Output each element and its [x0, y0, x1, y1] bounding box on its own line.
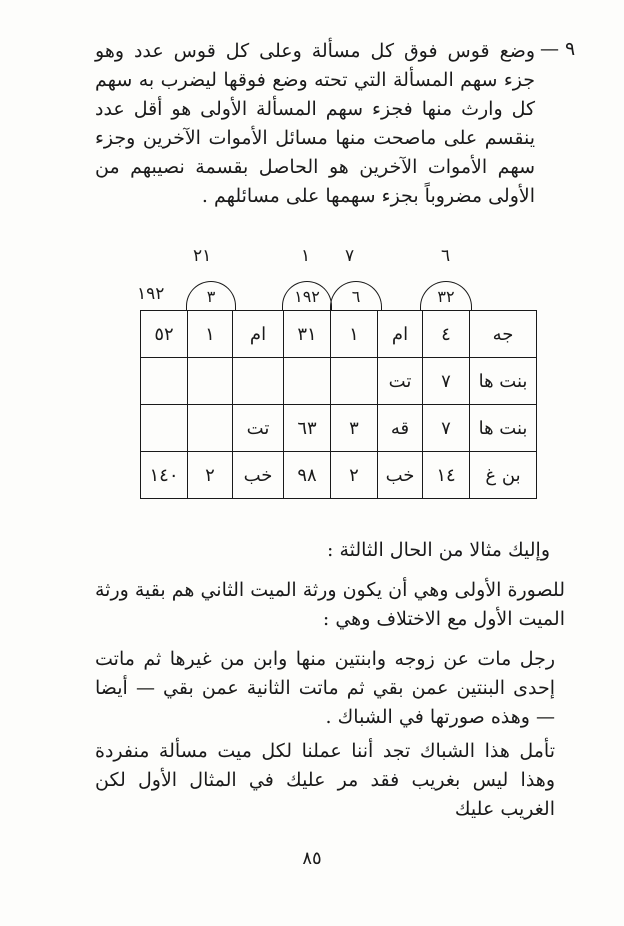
table-cell — [141, 405, 188, 452]
table-cell: بنت ها — [470, 405, 537, 452]
table-row — [141, 405, 537, 452]
table-cell: ٧ — [423, 358, 470, 405]
page-number: ٨٥ — [302, 848, 322, 869]
table-cell — [188, 405, 233, 452]
table-cell: ١ — [331, 311, 378, 358]
table-cell: ٧ — [423, 405, 470, 452]
item-number: ٩ — — [540, 38, 576, 60]
example-intro: وإليك مثالا من الحال الثالثة : — [327, 539, 550, 561]
table-cell: ام — [233, 311, 284, 358]
table-cell: ٥٢ — [141, 311, 188, 358]
table-row — [141, 311, 537, 358]
table-row — [141, 358, 537, 405]
table-cell: ام — [378, 311, 423, 358]
table-cell: بن غ — [470, 452, 537, 499]
table-cell: قه — [378, 405, 423, 452]
table-cell — [284, 358, 331, 405]
example-paragraph-3: تأمل هذا الشباك تجد أننا عملنا لكل ميت مسألة منفردة وهذا ليس بغريب فقد مر عليك في المثال الأول لكن الغريب عليك — [95, 740, 555, 820]
arc-cell: ٣٢ — [420, 281, 472, 310]
table-cell: ١ — [188, 311, 233, 358]
table-cell — [331, 358, 378, 405]
table-cell: بنت ها — [470, 358, 537, 405]
table-cell: ٩٨ — [284, 452, 331, 499]
table-cell: ٣ — [331, 405, 378, 452]
multiplier-label: ١ — [301, 246, 311, 266]
table-cell — [233, 358, 284, 405]
table-cell: خب — [378, 452, 423, 499]
arc-cell: ٣ — [186, 281, 236, 310]
multiplier-label: ٢١ — [193, 246, 212, 266]
table-cell: ٤ — [423, 311, 470, 358]
table-cell: ١٤٠ — [141, 452, 188, 499]
inheritance-grid — [140, 310, 537, 499]
arc-cell: ٦ — [330, 281, 382, 310]
table-cell: ٦٣ — [284, 405, 331, 452]
multiplier-label: ٦ — [441, 246, 451, 266]
table-row — [141, 452, 537, 499]
table-cell: ١٤ — [423, 452, 470, 499]
multiplier-label: ٧ — [345, 246, 355, 266]
example-paragraph-2: رجل مات عن زوجه وابنتين منها وابن من غيرها ثم ماتت إحدى البنتين عمن بقي ثم ماتت الثانية عمن بقي — أيضا — وهذه صورتها في الشباك . — [95, 648, 555, 728]
total-label: ١٩٢ — [137, 284, 165, 304]
table-cell — [188, 358, 233, 405]
table-cell: ٣١ — [284, 311, 331, 358]
table-cell: تت — [378, 358, 423, 405]
rule-paragraph: وضع قوس فوق كل مسألة وعلى كل قوس عدد وهو جزء سهم المسألة التي تحته وضع فوقها ليضرب به سهم كل وارث منها فجزء سهم المسألة الأولى هو أقل عدد ينقسم على ماصحت منها مسائل الأموات الآخرين وجزء سهم الأموات الآخرين هو الحاصل بقسمة نصيبهم من الأولى مضروباً بجزء سهمها على مسائلهم . — [95, 40, 535, 207]
arc-cell: ١٩٢ — [282, 281, 332, 310]
table-cell — [141, 358, 188, 405]
example-paragraph-1: للصورة الأولى وهي أن يكون ورثة الميت الثاني هم بقية ورثة الميت الأول مع الاختلاف وهي : — [95, 579, 565, 630]
table-cell: تت — [233, 405, 284, 452]
table-cell: ٢ — [331, 452, 378, 499]
table-cell: ٢ — [188, 452, 233, 499]
table-cell: خب — [233, 452, 284, 499]
table-cell: جه — [470, 311, 537, 358]
